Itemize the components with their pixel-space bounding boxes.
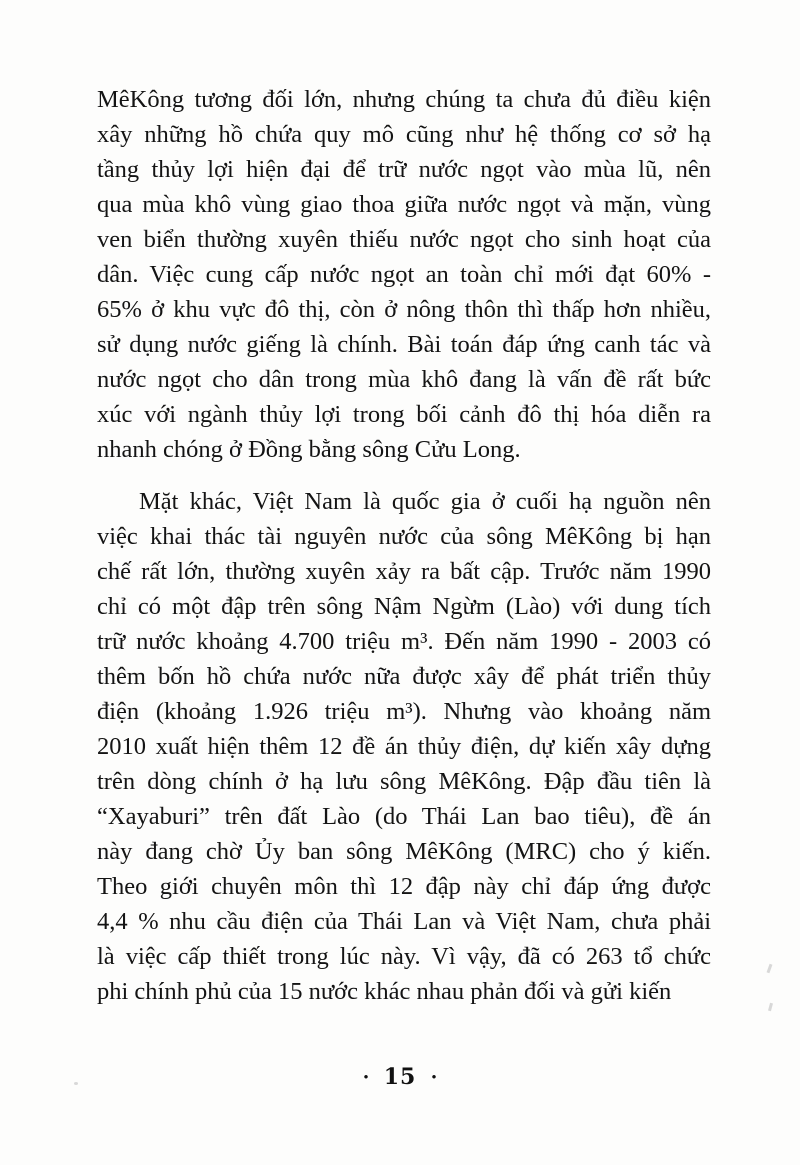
text-line: MêKông tương đối lớn, nhưng chúng ta chưa đủ điều kiện [97, 86, 711, 113]
text-line: việc khai thác tài nguyên nước của sông MêKông bị hạn [97, 523, 711, 550]
text-line: 2010 xuất hiện thêm 12 đề án thủy điện, dự kiến xây dựng [97, 733, 711, 760]
scan-artifact [74, 1082, 78, 1085]
text-line: phi chính phủ của 15 nước khác nhau phản đối và gửi kiến [97, 978, 672, 1005]
page-number-footer [0, 1064, 800, 1090]
body-text [97, 82, 711, 1009]
folio-bullet-left: • [363, 1069, 369, 1086]
text-line: xây những hồ chứa quy mô cũng như hệ thống cơ sở hạ [97, 121, 711, 148]
text-line: xúc với ngành thủy lợi trong bối cảnh đô thị hóa diễn ra [97, 401, 711, 428]
text-line: Mặt khác, Việt Nam là quốc gia ở cuối hạ nguồn nên [139, 488, 711, 515]
text-line: Theo giới chuyên môn thì 12 đập này chỉ đáp ứng được [97, 873, 711, 900]
text-line: sử dụng nước giếng là chính. Bài toán đáp ứng canh tác và [97, 331, 711, 358]
scan-artifact [768, 1003, 773, 1012]
text-line: trên dòng chính ở hạ lưu sông MêKông. Đập đầu tiên là [97, 768, 711, 795]
folio-bullet-right: • [431, 1069, 437, 1086]
paragraph-1 [97, 82, 711, 467]
text-line: dân. Việc cung cấp nước ngọt an toàn chỉ mới đạt 60% - [97, 261, 711, 288]
text-line: điện (khoảng 1.926 triệu m³). Nhưng vào khoảng năm [97, 698, 711, 725]
text-line: “Xayaburi” trên đất Lào (do Thái Lan bao tiêu), đề án [97, 803, 711, 830]
scan-artifact [767, 964, 773, 973]
text-line: này đang chờ Ủy ban sông MêKông (MRC) cho ý kiến. [97, 838, 711, 865]
page-number: 15 [383, 1064, 417, 1090]
text-line: nhanh chóng ở Đồng bằng sông Cửu Long. [97, 436, 521, 463]
text-line: chế rất lớn, thường xuyên xảy ra bất cập. Trước năm 1990 [97, 558, 711, 585]
text-line: tầng thủy lợi hiện đại để trữ nước ngọt vào mùa lũ, nên [97, 156, 711, 183]
text-line: 4,4 % nhu cầu điện của Thái Lan và Việt Nam, chưa phải [97, 908, 711, 935]
text-line: ven biển thường xuyên thiếu nước ngọt cho sinh hoạt của [97, 226, 711, 253]
paragraph-2 [97, 484, 711, 1009]
text-line: trữ nước khoảng 4.700 triệu m³. Đến năm 1990 - 2003 có [97, 628, 711, 655]
text-line: nước ngọt cho dân trong mùa khô đang là vấn đề rất bức [97, 366, 711, 393]
text-line: là việc cấp thiết trong lúc này. Vì vậy, đã có 263 tổ chức [97, 943, 711, 970]
text-line: thêm bốn hồ chứa nước nữa được xây để phát triển thủy [97, 663, 711, 690]
text-line: chỉ có một đập trên sông Nậm Ngừm (Lào) với dung tích [97, 593, 711, 620]
text-line: 65% ở khu vực đô thị, còn ở nông thôn thì thấp hơn nhiều, [97, 296, 711, 323]
text-line: qua mùa khô vùng giao thoa giữa nước ngọt và mặn, vùng [97, 191, 711, 218]
